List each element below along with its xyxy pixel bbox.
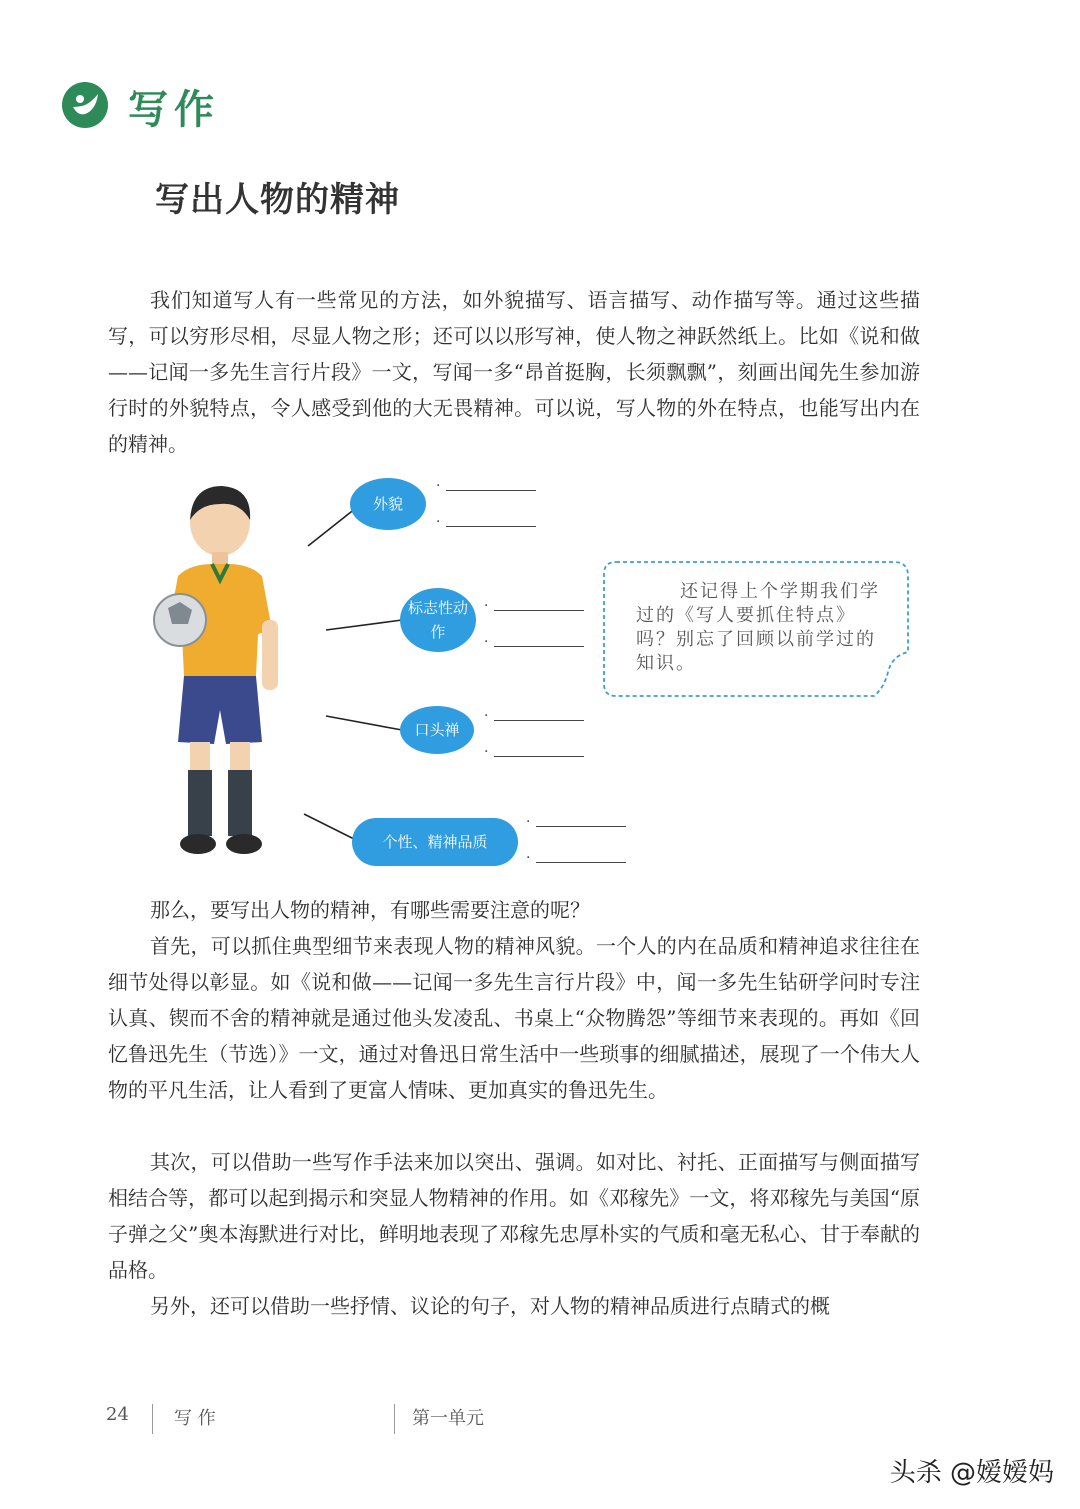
footer-divider (152, 1404, 153, 1434)
boy-illustration (140, 480, 300, 860)
footer-section: 写 作 (174, 1408, 216, 1429)
writing-section-icon (60, 80, 110, 130)
watermark: 头杀 @嫒嫒妈 (889, 1458, 1054, 1488)
blank-dot: · (436, 478, 441, 494)
section-label: 写作 (128, 86, 220, 133)
bubble-personality: 个性、精神品质 (352, 818, 518, 866)
blank-line (494, 720, 584, 721)
blank-line (536, 862, 626, 863)
blank-dot: · (484, 598, 489, 614)
hint-text: 还记得上个学期我们学过的《写人要抓住特点》吗？别忘了回顾以前学过的知识。 (636, 581, 880, 674)
footer-divider (394, 1404, 395, 1434)
blank-dot: · (526, 850, 531, 866)
blank-dot: · (484, 744, 489, 760)
connector-lines (300, 480, 560, 860)
body-paragraph: 首先，可以抓住典型细节来表现人物的精神风貌。一个人的内在品质和精神追求往往在细节处得以彰显。如《说和做——记闻一多先生言行片段》中，闻一多先生钻研学问时专注认真、锲而不舍的精神就是通过他头发凌乱、书桌上“众物腾怨”等细节来表现的。再如《回忆鲁迅先生（节选）》一文，通过对鲁迅日常生活中一些琐事的细腻描述，展现了一个伟大人物的平凡生活，让人看到了更富人情味、更加真实的鲁迅先生。 (108, 934, 920, 1102)
body-paragraph: 另外，还可以借助一些抒情、议论的句子，对人物的精神品质进行点睛式的概 (150, 1294, 830, 1318)
bubble-signature-action: 标志性动作 (400, 588, 476, 652)
blank-dot: · (484, 634, 489, 650)
blank-line (446, 490, 536, 491)
intro-paragraph: 我们知道写人有一些常见的方法，如外貌描写、语言描写、动作描写等。通过这些描写，可以穷形尽相，尽显人物之形；还可以以形写神，使人物之神跃然纸上。比如《说和做——记闻一多先生言行片段》一文，写闻一多“昂首挺胸，长须飘飘”，刻画出闻先生参加游行时的外貌特点，令人感受到他的大无畏精神。可以说，写人物的外在特点，也能写出内在的精神。 (108, 288, 920, 456)
page-number: 24 (106, 1404, 129, 1425)
bubble-catchphrase: 口头禅 (400, 706, 474, 754)
blank-dot: · (484, 708, 489, 724)
blank-dot: · (436, 514, 441, 530)
body-paragraph: 那么，要写出人物的精神，有哪些需要注意的呢？ (150, 898, 590, 922)
blank-line (494, 646, 584, 647)
body-paragraph: 其次，可以借助一些写作手法来加以突出、强调。如对比、衬托、正面描写与侧面描写相结合等，都可以起到揭示和突显人物精神的作用。如《邓稼先》一文，将邓稼先与美国“原子弹之父”奥本海默进行对比，鲜明地表现了邓稼先忠厚朴实的气质和毫无私心、甘于奉献的品格。 (108, 1150, 920, 1282)
blank-line (494, 756, 584, 757)
bubble-appearance: 外貌 (350, 478, 426, 530)
blank-dot: · (526, 814, 531, 830)
blank-line (494, 610, 584, 611)
blank-line (446, 526, 536, 527)
lesson-title: 写出人物的精神 (155, 180, 400, 220)
footer-unit: 第一单元 (412, 1408, 484, 1429)
blank-line (536, 826, 626, 827)
